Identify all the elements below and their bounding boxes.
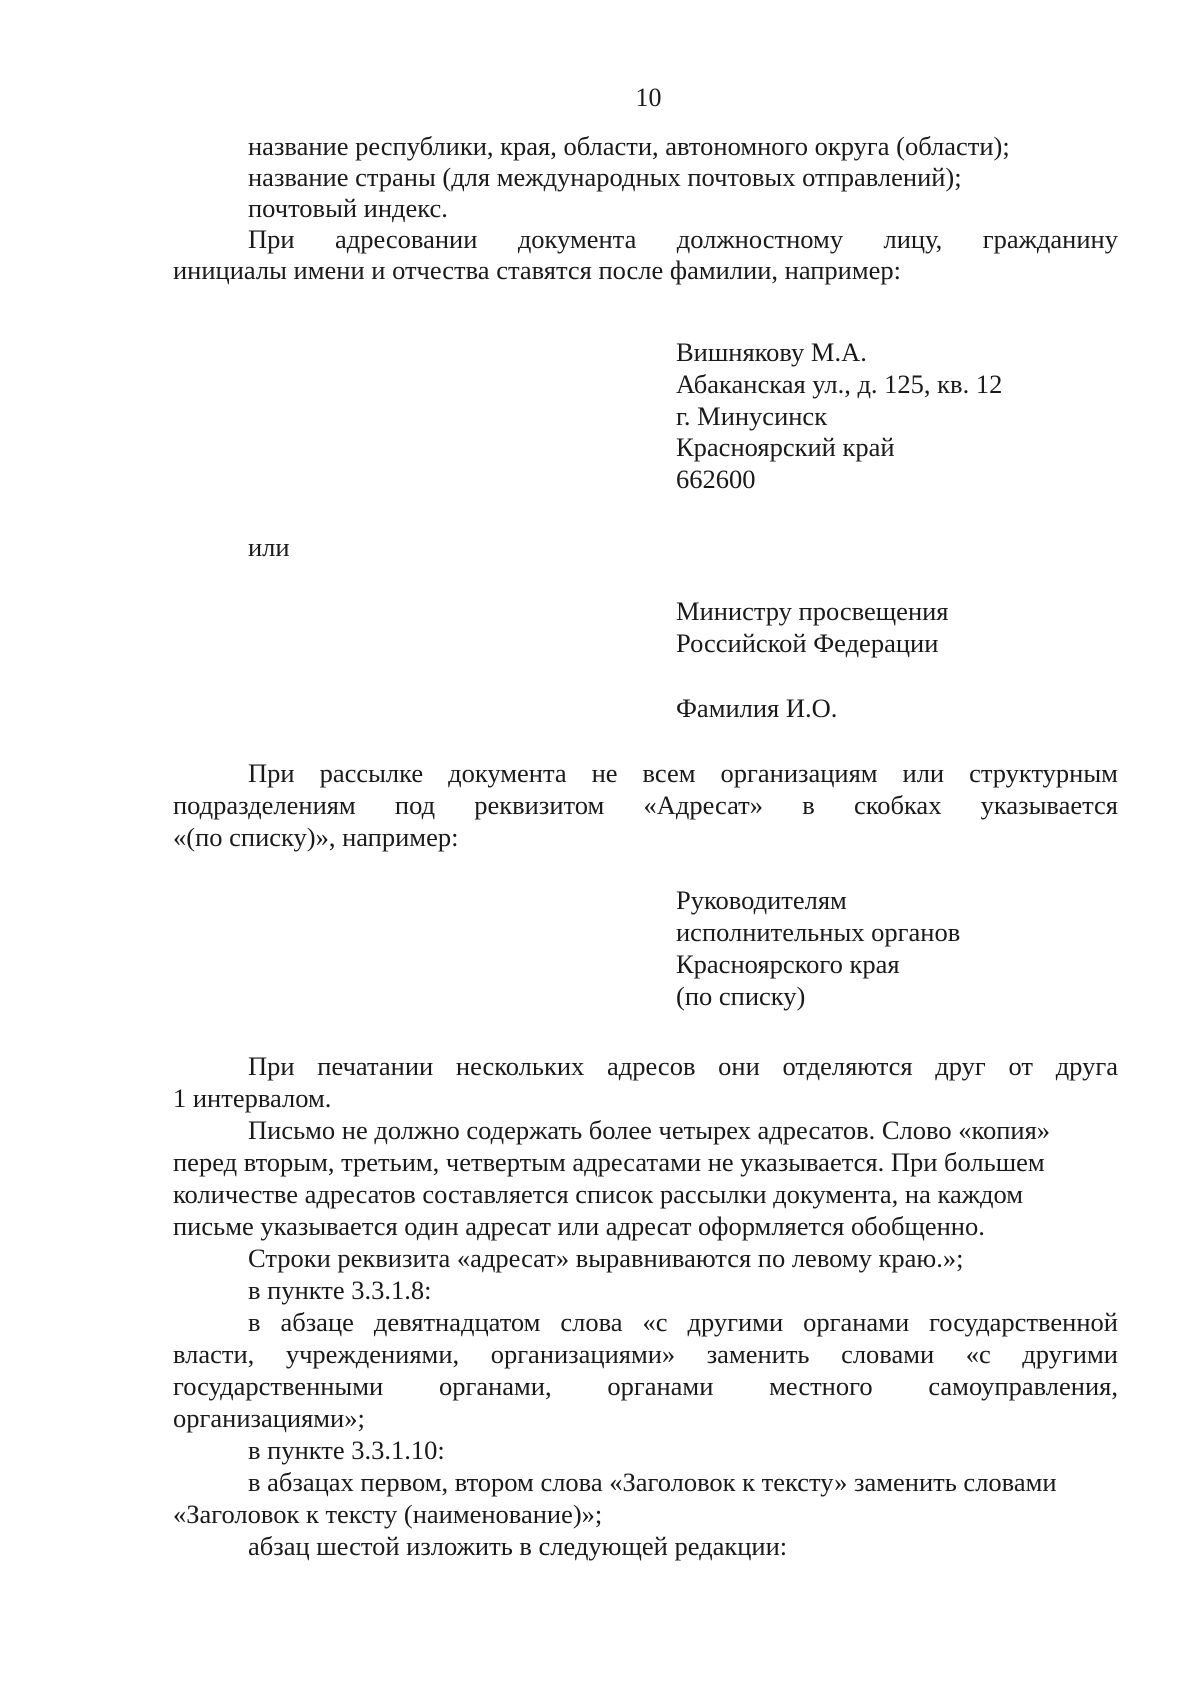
- word: рассылке: [319, 758, 424, 788]
- word: не: [591, 758, 618, 788]
- word: другими: [1022, 1339, 1118, 1369]
- word: государственной: [929, 1307, 1118, 1337]
- justified-line: [248, 1050, 1118, 1082]
- text-line: в пункте 3.3.1.10:: [248, 1435, 445, 1465]
- text-line: название республики, края, области, автономного округа (области);: [248, 131, 1010, 161]
- word: скобках: [853, 790, 942, 820]
- word: словами: [841, 1339, 935, 1369]
- text-line: «(по списку)», например:: [173, 822, 459, 852]
- word: печатании: [317, 1051, 434, 1081]
- word: самоуправления,: [928, 1371, 1118, 1401]
- word: «с: [642, 1307, 668, 1337]
- word: друг: [935, 1051, 986, 1081]
- text-line: Письмо не должно содержать более четырех адресатов. Слово «копия»: [248, 1115, 1051, 1145]
- word: органами,: [438, 1371, 552, 1401]
- word: нескольких: [455, 1051, 585, 1081]
- text-line: почтовый индекс.: [248, 193, 448, 223]
- word: организациями»: [490, 1339, 676, 1369]
- word: государственными: [173, 1371, 384, 1401]
- justified-line: [248, 1306, 1118, 1338]
- page-number: 10: [635, 83, 662, 112]
- address-line: исполнительных органов: [676, 917, 961, 947]
- word: в: [802, 790, 815, 820]
- word: друга: [1055, 1051, 1118, 1081]
- text-line: в абзацах первом, втором слова «Заголовок к тексту» заменить словами: [248, 1467, 1057, 1497]
- address-line: 662600: [676, 464, 756, 494]
- text-line: 1 интервалом.: [173, 1083, 332, 1113]
- word: власти,: [173, 1339, 255, 1369]
- address-line: Руководителям: [676, 885, 847, 915]
- word: адресов: [607, 1051, 696, 1081]
- word: При: [248, 1051, 295, 1081]
- word: При: [248, 758, 295, 788]
- word: или: [902, 758, 945, 788]
- address-line: Вишнякову М.А.: [676, 337, 867, 367]
- text-line: или: [248, 532, 290, 562]
- word: указывается: [980, 790, 1118, 820]
- address-line: Абаканская ул., д. 125, кв. 12: [676, 369, 1003, 399]
- justified-line: [248, 757, 1118, 789]
- text-line: «Заголовок к тексту (наименование)»;: [173, 1499, 603, 1529]
- justified-line: [173, 1338, 1118, 1370]
- word: под: [394, 790, 436, 820]
- word: абзаце: [280, 1307, 354, 1337]
- word: заменить: [706, 1339, 810, 1369]
- text-line: в пункте 3.3.1.8:: [248, 1275, 432, 1305]
- address-line: Министру просвещения: [676, 596, 949, 626]
- word: другими: [687, 1307, 784, 1337]
- word: должностному: [676, 224, 844, 254]
- justified-line: [173, 789, 1118, 821]
- word: отделяются: [782, 1051, 913, 1081]
- text-line: инициалы имени и отчества ставятся после фамилии, например:: [173, 255, 901, 285]
- address-line: г. Минусинск: [676, 401, 828, 431]
- text-line: название страны (для международных почтовых отправлений);: [248, 162, 962, 192]
- word: документа: [517, 224, 637, 254]
- word: реквизитом: [474, 790, 605, 820]
- word: учреждениями,: [285, 1339, 460, 1369]
- text-line: организациями»;: [173, 1403, 365, 1433]
- word: гражданину: [982, 224, 1118, 254]
- word: всем: [642, 758, 696, 788]
- address-line: Красноярский край: [676, 432, 895, 462]
- justified-line: [248, 223, 1118, 255]
- word: подразделениям: [173, 790, 356, 820]
- text-line: письме указывается один адресат или адресат оформляется обобщенно.: [173, 1211, 985, 1241]
- word: они: [718, 1051, 760, 1081]
- word: органами: [607, 1371, 714, 1401]
- text-line: количестве адресатов составляется список рассылки документа, на каждом: [173, 1179, 1024, 1209]
- word: документа: [448, 758, 567, 788]
- word: органами: [803, 1307, 910, 1337]
- word: адресовании: [335, 224, 478, 254]
- word: девятнадцатом: [373, 1307, 541, 1337]
- word: в: [248, 1307, 261, 1337]
- word: организациям: [720, 758, 878, 788]
- address-line: (по списку): [676, 981, 806, 1011]
- word: от: [1008, 1051, 1033, 1081]
- word: лицу,: [883, 224, 943, 254]
- address-line: Фамилия И.О.: [676, 693, 838, 723]
- word: При: [248, 224, 295, 254]
- word: местного: [769, 1371, 873, 1401]
- justified-line: [173, 1370, 1118, 1402]
- text-line: Строки реквизита «адресат» выравниваются по левому краю.»;: [248, 1243, 964, 1273]
- word: структурным: [969, 758, 1118, 788]
- word: «Адресат»: [643, 790, 764, 820]
- word: слова: [560, 1307, 623, 1337]
- address-line: Красноярского края: [676, 949, 900, 979]
- text-line: перед вторым, третьим, четвертым адресатами не указывается. При большем: [173, 1147, 1045, 1177]
- text-line: абзац шестой изложить в следующей редакции:: [248, 1531, 788, 1561]
- address-line: Российской Федерации: [676, 628, 939, 658]
- word: «с: [965, 1339, 991, 1369]
